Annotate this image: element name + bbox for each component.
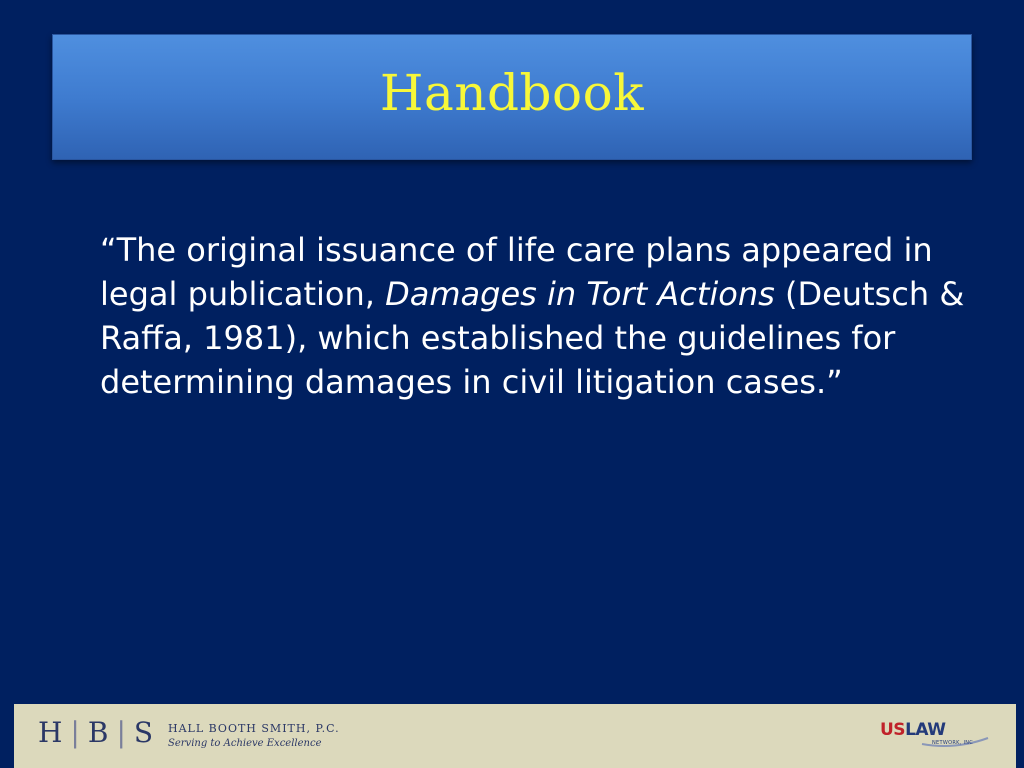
hbs-letter-h: H [38, 716, 65, 749]
hbs-logo [38, 716, 155, 749]
quote-text-part1: “The original issuance of life care plans appeared in legal publication, [100, 231, 933, 313]
hbs-letter-b: B [87, 716, 111, 749]
hbs-letter-s: S [133, 716, 156, 749]
uslaw-subtitle: NETWORK, INC [932, 740, 974, 746]
footer-bar [14, 704, 1016, 768]
uslaw-us: US [880, 720, 906, 740]
slide-quote [100, 228, 980, 404]
logo-divider: | [70, 716, 82, 749]
title-bar [52, 34, 972, 160]
firm-tagline: Serving to Achieve Excellence [168, 738, 322, 749]
quote-italic-title: Damages in Tort Actions [385, 275, 775, 313]
quote-text-part2: (Deutsch & Raffa, 1981), which established the guidelines for determining damages in civil litigation cases.” [100, 275, 965, 401]
firm-name: HALL BOOTH SMITH, P.C. [168, 722, 340, 735]
uslaw-law: LAW [905, 720, 946, 740]
slide-title: Handbook [379, 64, 645, 122]
logo-divider: | [116, 716, 128, 749]
